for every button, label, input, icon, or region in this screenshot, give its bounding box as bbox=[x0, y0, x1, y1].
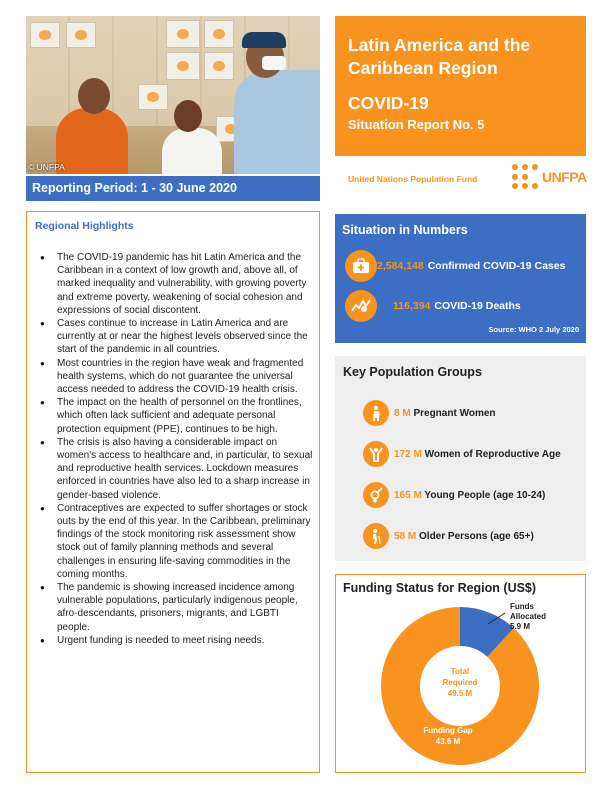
funding-donut-chart bbox=[336, 575, 584, 771]
virus-chart-icon bbox=[345, 290, 377, 322]
population-group-row bbox=[363, 399, 496, 427]
group-value: 58 M bbox=[394, 530, 417, 542]
logo-figures-icon bbox=[510, 162, 544, 190]
supply-box bbox=[166, 52, 200, 80]
photo-credit: © UNFPA bbox=[28, 162, 65, 172]
key-population-panel bbox=[335, 356, 586, 561]
group-label: Young People (age 10-24) bbox=[424, 489, 546, 501]
group-label: Women of Reproductive Age bbox=[424, 448, 561, 460]
center-value: 49.5 M bbox=[447, 689, 473, 698]
data-source: Source: WHO 2 July 2020 bbox=[488, 325, 579, 334]
group-label: Pregnant Women bbox=[413, 407, 496, 419]
person-cap bbox=[242, 32, 286, 48]
reporting-period-banner: Reporting Period: 1 - 30 June 2020 bbox=[26, 176, 320, 201]
person-blue-shirt bbox=[234, 70, 320, 174]
person-head bbox=[174, 100, 202, 132]
supply-box bbox=[166, 20, 200, 48]
center-label-line1: Total bbox=[450, 667, 470, 676]
deaths-row bbox=[345, 290, 521, 322]
group-value: 165 M bbox=[394, 489, 422, 501]
highlights-list bbox=[35, 251, 313, 647]
list-item: ● The impact on the health of personnel on the frontlines, which often lack sufficient and adequate personal protection equipment (PPE), continues to be high. bbox=[35, 396, 313, 436]
situation-heading: Situation in Numbers bbox=[342, 223, 468, 237]
medical-kit-icon bbox=[345, 250, 377, 282]
pregnant-woman-icon bbox=[363, 400, 389, 426]
older-person-icon bbox=[363, 523, 389, 549]
cases-label: Confirmed COVID-19 Cases bbox=[427, 260, 566, 272]
list-item: ● Urgent funding is needed to meet rising needs. bbox=[35, 634, 313, 647]
organization-name: United Nations Population Fund bbox=[348, 174, 478, 184]
unfpa-logo bbox=[510, 162, 590, 192]
person-orange-shirt bbox=[56, 108, 128, 174]
allocated-label-line1: Funds bbox=[510, 602, 534, 611]
center-label-line2: Required bbox=[442, 678, 478, 687]
list-item: ● Most countries in the region have weak and fragmented health systems, which do not guarantee the universal access needed to address the COVID-19 health crisis. bbox=[35, 357, 313, 397]
list-item: ● The COVID-19 pandemic has hit Latin America and the Caribbean in a context of low growth and, above all, of marked inequality and vulnerability, with growing poverty and extreme poverty, weakening of social cohesion and expressions of social discontent. bbox=[35, 251, 313, 317]
group-value: 172 M bbox=[394, 448, 422, 460]
group-value: 8 M bbox=[394, 407, 411, 419]
person-white-shirt bbox=[162, 128, 222, 174]
deaths-value: 116,394 bbox=[393, 300, 431, 312]
key-population-heading: Key Population Groups bbox=[343, 365, 482, 379]
allocated-label-line2: Allocated bbox=[510, 612, 547, 621]
person-head bbox=[78, 78, 110, 114]
gap-label: Funding Gap bbox=[423, 726, 473, 735]
allocated-value: 5.9 M bbox=[510, 622, 531, 631]
list-item: ● Cases continue to increase in Latin America and are currently at or near the highest levels observed since the start of the pandemic in all countries. bbox=[35, 317, 313, 357]
supply-box bbox=[66, 22, 96, 48]
face-mask bbox=[262, 56, 286, 70]
cases-row bbox=[345, 250, 565, 282]
region-title bbox=[348, 34, 573, 80]
supply-box bbox=[30, 22, 60, 48]
gap-value: 43.6 M bbox=[435, 737, 461, 746]
report-number: Situation Report No. 5 bbox=[348, 117, 485, 132]
funding-status-panel bbox=[335, 574, 586, 773]
region-title-line1: Latin America and the bbox=[348, 35, 531, 55]
logo-wordmark: UNFPA bbox=[542, 169, 587, 185]
cover-photo bbox=[26, 16, 320, 174]
population-group-row bbox=[363, 522, 534, 550]
supply-box bbox=[204, 20, 234, 48]
funding-heading: Funding Status for Region (US$) bbox=[343, 581, 537, 595]
list-item: ● The crisis is also having a considerable impact on women's access to healthcare and, in particular, to sexual and reproductive health services. Lockdown measures enforced in countries have also led to a sharp increase in gender-based violence. bbox=[35, 436, 313, 502]
list-item: ● The pandemic is showing increased incidence among vulnerable populations, particularly indigenous people, afro-descendants, prisoners, migrants, and LGBTI people. bbox=[35, 581, 313, 634]
list-item: ● Contraceptives are expected to suffer shortages or stock outs by the end of this year. In the Caribbean, preliminary findings of the stock monitoring risk assessment show stock out of family planning methods and several challenges in ensuring life-saving commodities in the coming months. bbox=[35, 502, 313, 581]
population-group-row bbox=[363, 481, 545, 509]
woman-raised-arms-icon bbox=[363, 441, 389, 467]
covid-title: COVID-19 bbox=[348, 93, 429, 113]
cases-value: 2,584,148 bbox=[377, 260, 424, 272]
region-title-line2: Caribbean Region bbox=[348, 58, 498, 78]
supply-box bbox=[138, 84, 168, 110]
population-group-row bbox=[363, 440, 561, 468]
supply-box bbox=[204, 52, 234, 80]
group-label: Older Persons (age 65+) bbox=[419, 530, 534, 542]
gender-symbol-icon bbox=[363, 482, 389, 508]
title-block bbox=[335, 16, 586, 156]
deaths-label: COVID-19 Deaths bbox=[434, 300, 521, 312]
situation-in-numbers-panel bbox=[335, 214, 586, 343]
regional-highlights-panel bbox=[26, 211, 320, 773]
highlights-heading: Regional Highlights bbox=[35, 220, 134, 232]
